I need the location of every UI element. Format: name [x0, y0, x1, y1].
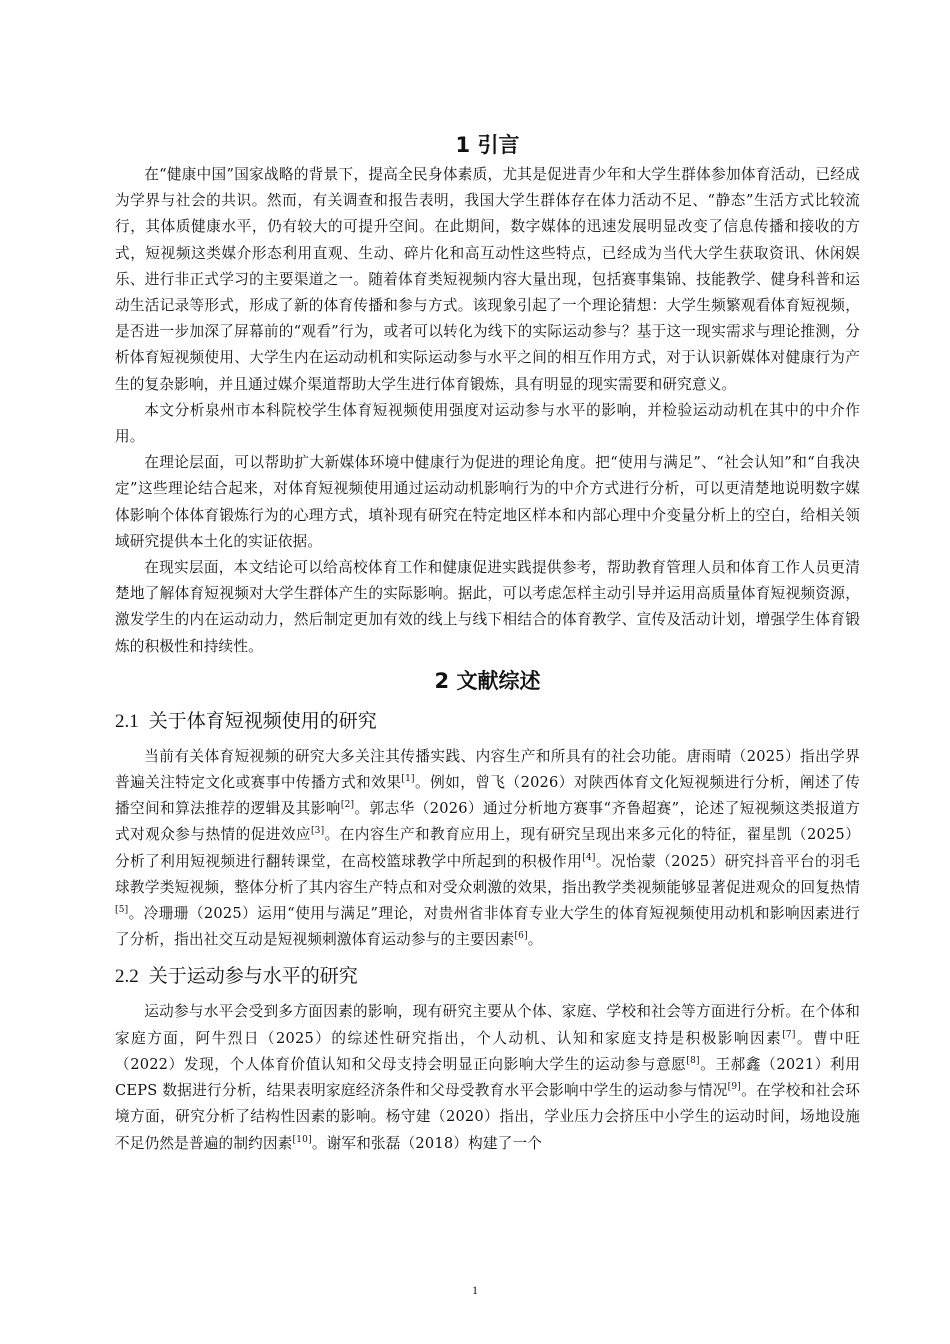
subsection-title: 关于体育短视频使用的研究 — [148, 709, 377, 732]
citation: [6] — [514, 931, 528, 942]
section-heading-literature-review: 2 文献综述 — [434, 668, 541, 693]
subsection-number: 2.2 — [115, 966, 139, 988]
citation: [3] — [310, 826, 325, 837]
citation: [8] — [686, 1056, 700, 1067]
citation: [2] — [340, 800, 355, 811]
subsection-heading-sport-participation — [115, 957, 860, 995]
subsection-title: 关于运动参与水平的研究 — [148, 965, 358, 988]
page-number: 1 — [472, 1283, 478, 1297]
paragraph: 在理论层面，可以帮助扩大新媒体环境中健康行为促进的理论角度。把“使用与满足”、“社会认知”和“自我决定”这些理论结合起来，对体育短视频使用通过运动动机影响行为的中介方式进行分析，可以更清楚地说明数字媒体影响个体体育锻炼行为的心理方式，填补现有研究在特定地区样本和内部心理中介变量分析上的空白，给相关领域研究提供本土化的实证依据。 — [115, 454, 860, 550]
paragraph: 在现实层面，本文结论可以给高校体育工作和健康促进实践提供参考，帮助教育管理人员和体育工作人员更清楚地了解体育短视频对大学生群体产生的实际影响。据此，可以考虑怎样主动引导并运用高质量体育短视频资源，激发学生的内在运动动力，然后制定更加有效的线上与线下相结合的体育教学、宣传及活动计划，增强学生体育锻炼的积极性和持续性。 — [115, 559, 860, 655]
paragraph: 运动参与水平会受到多方面因素的影响，现有研究主要从个体、家庭、学校和社会等方面进行分析。在个体和家庭方面，阿牛烈日（2025）的综述性研究指出，个人动机、认知和家庭支持是积极影响因素[7]。曹中旺（2022）发现，个人体育价值认知和父母支持会明显正向影响大学生的运动参与意愿[8]。王郝鑫（2021）利用 CEPS 数据进行分析，结果表明家庭经济条件和父母受教育水平会影响中学生的运动参与情况[9]。在学校和社会环境方面，研究分析了结构性因素的影响。杨守建（2020）指出，学业压力会挤压中小学生的运动时间，场地设施不足仍然是普遍的制约因素[10]。谢军和张磊（2018）构建了一个 — [115, 1003, 860, 1152]
section-heading-introduction: 1 引言 — [455, 133, 520, 157]
citation: [7] — [782, 1029, 796, 1040]
page-content — [115, 128, 860, 1157]
citation: [5] — [115, 905, 129, 916]
paragraph: 本文分析泉州市本科院校学生体育短视频使用强度对运动参与水平的影响，并检验运动动机在其中的中介作用。 — [115, 401, 860, 446]
citation: [1] — [401, 774, 415, 785]
subsection-heading-short-video — [115, 702, 860, 740]
citation: [9] — [727, 1082, 741, 1093]
citation: [10] — [292, 1134, 312, 1145]
paragraph: 当前有关体育短视频的研究大多关注其传播实践、内容生产和所具有的社会功能。唐雨晴（2025）指出学界普遍关注特定文化或赛事中传播方式和效果[1]。例如，曾飞（2026）对陕西体育文化短视频进行分析，阐述了传播空间和算法推荐的逻辑及其影响[2]。郭志华（2026）通过分析地方赛事“齐鲁超赛”，论述了短视频这类报道方式对观众参与热情的促进效应[3]。在内容生产和教育应用上，现有研究呈现出来多元化的特征，翟星凯（2025）分析了利用短视频进行翻转课堂，在高校篮球教学中所起到的积极作用[4]。况怡蒙（2025）研究抖音平台的羽毛球教学类短视频，整体分析了其内容生产特点和对受众刺激的效果，指出教学类视频能够显著促进观众的回复热情[5]。冷珊珊（2025）运用“使用与满足”理论，对贵州省非体育专业大学生的体育短视频使用动机和影响因素进行了分析，指出社交互动是短视频刺激体育运动参与的主要因素[6]。 — [115, 747, 861, 949]
citation: [4] — [582, 852, 596, 863]
subsection-number: 2.1 — [115, 710, 139, 732]
paragraph: 在“健康中国”国家战略的背景下，提高全民身体素质，尤其是促进青少年和大学生群体参加体育活动，已经成为学界与社会的共识。然而，有关调查和报告表明，我国大学生群体存在体力活动不足、“静态”生活方式比较流行，其体质健康水平，仍有较大的可提升空间。在此期间，数字媒体的迅速发展明显改变了信息传播和接收的方式，短视频这类媒介形态利用直观、生动、碎片化和高互动性这些特点，已经成为当代大学生获取资讯、休闲娱乐、进行非正式学习的主要渠道之一。随着体育类短视频内容大量出现，包括赛事集锦、技能教学、健身科普和运动生活记录等形式，形成了新的体育传播和参与方式。该现象引起了一个理论猜想：大学生频繁观看体育短视频，是否进一步加深了屏幕前的“观看”行为，或者可以转化为线下的实际运动参与？基于这一现实需求与理论推测，分析体育短视频使用、大学生内在运动动机和实际运动参与水平之间的相互作用方式，对于认识新媒体对健康行为产生的复杂影响，并且通过媒介渠道帮助大学生进行体育锻炼，具有明显的现实需要和研究意义。 — [115, 166, 860, 393]
